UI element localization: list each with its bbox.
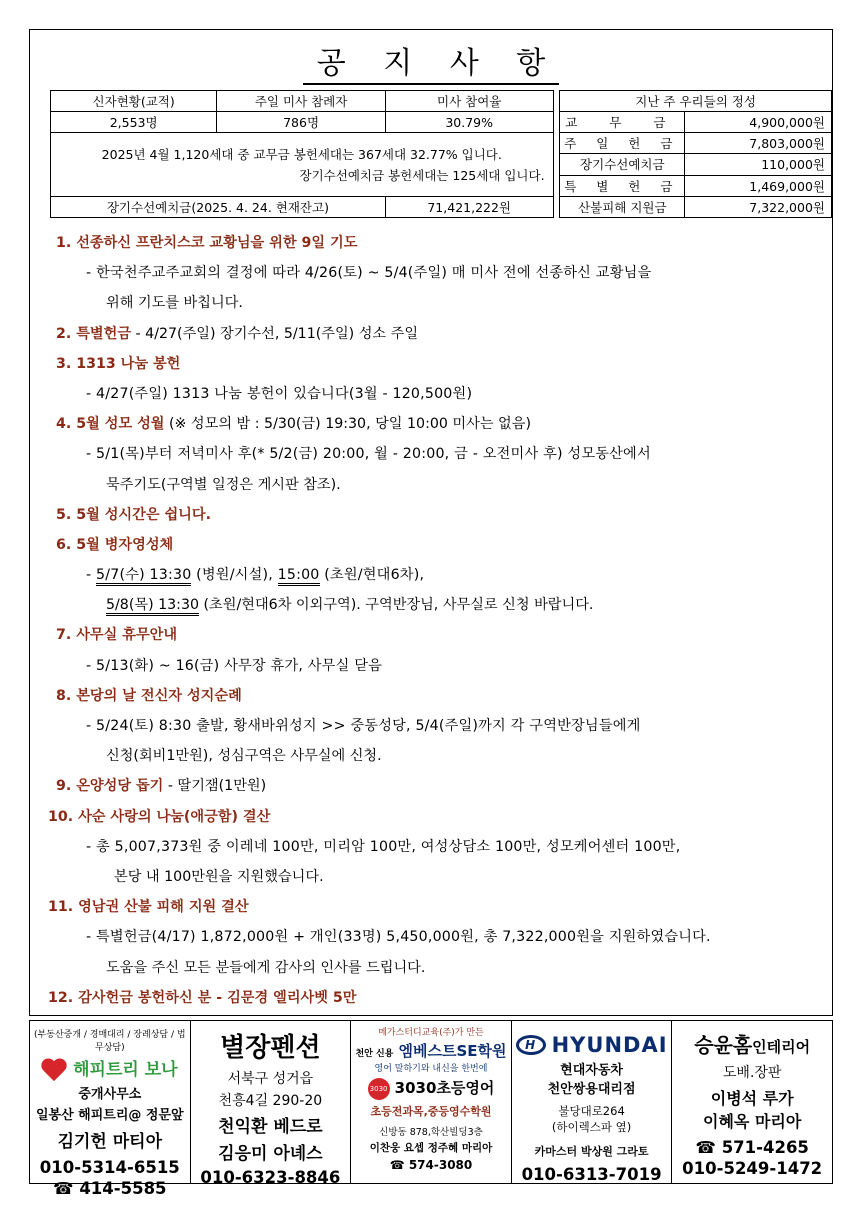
offering-value: 1,469,000원 (685, 175, 832, 196)
ad-address: 천흥4길 290-20 (218, 1093, 323, 1109)
badge-logo-icon: 3030 (368, 1078, 390, 1100)
item-heading: 5. 5월 성시간은 쉽니다. (56, 506, 211, 523)
ad-sub: 초등전과목,중등영수학원 (370, 1104, 492, 1118)
offering-label: 교 무 금 (560, 112, 685, 133)
notice-line-2: 장기수선예치금 봉헌세대는 125세대 입니다. (299, 167, 545, 183)
item-detail: - 특별헌금(4/17) 1,872,000원 + 개인(33명) 5,450,000원, 총 7,322,000원을 지원하였습니다. (86, 929, 711, 946)
ad-tel: ☎ 574-3080 (389, 1157, 473, 1172)
ad-strip (29, 1020, 833, 1198)
ad-hyundai (512, 1021, 673, 1183)
item-heading: 1. 선종하신 프란치스코 교황님을 위한 9일 기도 (56, 235, 358, 251)
ad-tel: ☎ 571-4265 (695, 1138, 809, 1157)
stats-notice (51, 133, 554, 197)
offering-value: 4,900,000원 (685, 112, 832, 133)
item-heading: 12. 감사헌금 봉헌하신 분 - 김문경 엘리사벳 5만 (48, 989, 357, 1006)
stats-members-value: 2,553명 (51, 112, 217, 133)
ad-phone: 010-5249-1472 (682, 1159, 823, 1178)
notice-line-1: 2025년 4월 1,120세대 중 교무금 봉헌세대는 367세대 32.77% 입니다. (101, 146, 502, 162)
ad-name: 승윤홈인테리어 (694, 1033, 811, 1057)
ad-byeoljang (191, 1021, 352, 1187)
item-detail: 위해 기도를 바칩니다. (106, 295, 243, 312)
ad-address: 일봉산 해피트리@ 정문앞 (35, 1107, 184, 1123)
ad-phone: 010-5314-6515 (39, 1157, 180, 1177)
stats-attendance-value: 786명 (217, 112, 386, 133)
ad-happytree (30, 1021, 191, 1198)
stats-header-rate: 미사 참여율 (385, 91, 553, 112)
ad-slogan: 영어 말하기와 내신을 한번에 (374, 1064, 488, 1074)
ad-top: 메가스터디교육(주)가 만든 (378, 1028, 484, 1038)
ad-tel: ☎ 414-5585 (53, 1178, 167, 1198)
stats-rate-value: 30.79% (385, 112, 553, 133)
ad-name: 해피트리 보나 (73, 1060, 178, 1080)
item-detail: 본당 내 100만원을 지원했습니다. (114, 868, 324, 885)
stats-header-attendance: 주일 미사 참례자 (217, 91, 386, 112)
ad-person: 카마스터 박상원 그라토 (534, 1145, 649, 1158)
offering-label: 산불피해 지원금 (560, 197, 685, 218)
notice-frame (29, 29, 833, 1016)
item-detail: - 총 5,007,373원 중 이레네 100만, 미리암 100만, 여성상담소 100만, 성모케어센터 100만, (86, 838, 681, 855)
ad-name: 현대자동차 (560, 1063, 623, 1078)
item-detail: 5/8(목) 13:30 (초원/현대6차 이외구역). 구역반장님, 사무실로 신청 바랍니다. (56, 590, 822, 620)
ad-name-2: 3030초등영어 (394, 1079, 495, 1097)
ad-address: 불당대로264 (558, 1104, 625, 1118)
ad-seungyun (672, 1021, 832, 1183)
ad-address: (하이렉스파 옆) (551, 1120, 632, 1134)
item-detail: 묵주기도(구역별 일정은 게시판 참조). (106, 476, 341, 493)
ad-mbest: 메가스터디교육(주)가 만든 천안 신용 엠베스트SE학원 영어 말하기와 내신을 한번에 3030 3030초등영어 초등전과목,중등영수학원 신방동 878,학산빌딩3층 이찬웅 요셉 정주혜 마리아 ☎ 574-3080 (351, 1021, 512, 1183)
balance-label: 장기수선예치금(2025. 4. 24. 현재잔고) (51, 197, 386, 218)
item-detail: - 5/24(토) 8:30 출발, 황새바위성지 >> 중동성당, 5/4(주일)까지 각 구역반장님들에게 (86, 718, 641, 734)
item-detail: - 한국천주교주교회의 결정에 따라 4/26(토) ~ 5/4(주일) 매 미사 전에 선종하신 교황님을 (86, 265, 652, 282)
page-title: 공 지 사 항 (30, 38, 832, 82)
hyundai-mark-icon: H (516, 1035, 546, 1055)
ad-tagline: (부동산중개 / 경매대리 / 장례상담 / 법무상담) (34, 1030, 186, 1053)
balance-value: 71,421,222원 (385, 197, 553, 218)
ad-person: 이찬웅 요셉 정주혜 마리아 (369, 1141, 493, 1154)
offering-label: 장기수선예치금 (560, 154, 685, 175)
offering-label: 주 일 헌 금 (560, 133, 685, 154)
stats-header-members: 신자현황(교적) (51, 91, 217, 112)
ad-sub: 도배.장판 (722, 1065, 782, 1081)
stats-table (50, 90, 832, 218)
item-heading: 4. 5월 성모 성월 (※ 성모의 밤 : 5/30(금) 19:30, 당일 10:00 미사는 없음) (56, 416, 531, 433)
ad-person: 김응미 아녜스 (218, 1144, 323, 1164)
item-detail: - 5/1(목)부터 저녁미사 후(* 5/2(금) 20:00, 월 - 20:00, 금 - 오전미사 후) 성모동산에서 (86, 446, 651, 463)
ad-person: 천익환 베드로 (218, 1117, 323, 1137)
item-heading: 6. 5월 병자영성체 (56, 536, 174, 553)
ad-person: 이혜옥 마리아 (703, 1112, 802, 1131)
ad-phone: 010-6323-8846 (200, 1168, 341, 1187)
offering-value: 7,322,000원 (685, 197, 832, 218)
item-detail: 도움을 주신 모든 분들에게 감사의 인사를 드립니다. (106, 959, 426, 976)
item-detail: - 5/7(수) 13:30 (병원/시설), 15:00 (초원/현대6차), (56, 560, 822, 590)
offering-label: 특 별 헌 금 (560, 175, 685, 196)
ad-person: 이병석 루가 (710, 1089, 794, 1108)
item-heading: 8. 본당의 날 전신자 성지순례 (56, 687, 242, 704)
ad-name: 별장펜션 (220, 1033, 321, 1063)
item-heading: 11. 영남권 산불 피해 지원 결산 (48, 899, 249, 916)
item-detail: - 5/13(화) ~ 16(금) 사무장 휴가, 사무실 닫음 (86, 657, 383, 674)
hyundai-logo: H HYUNDAI (516, 1033, 668, 1057)
ad-name: 엠베스트SE학원 (398, 1042, 507, 1060)
item-detail: - 4/27(주일) 1313 나눔 봉헌이 있습니다(3월 - 120,500원) (86, 385, 473, 402)
stats-header-offerings: 지난 주 우리들의 정성 (560, 91, 832, 112)
ad-address: 서북구 성거읍 (227, 1071, 314, 1087)
offering-value: 7,803,000원 (685, 133, 832, 154)
item-heading: 2. 특별헌금 - 4/27(주일) 장기수선, 5/11(주일) 성소 주일 (56, 325, 419, 342)
item-heading: 10. 사순 사랑의 나눔(애긍함) 결산 (48, 808, 271, 825)
notice-items (48, 228, 822, 1013)
ad-sub: 중개사무소 (78, 1086, 142, 1102)
offering-value: 110,000원 (685, 154, 832, 175)
heart-logo-icon (42, 1059, 68, 1083)
item-detail: 신청(회비1만원), 성심구역은 사무실에 신청. (106, 748, 382, 765)
ad-branch: 천안쌍용대리점 (547, 1082, 636, 1097)
item-heading: 7. 사무실 휴무안내 (56, 627, 178, 644)
ad-address: 신방동 878,학산빌딩3층 (379, 1126, 483, 1138)
item-heading: 9. 온양성당 돕기 - 딸기잼(1만원) (56, 778, 267, 795)
ad-phone: 010-6313-7019 (521, 1165, 662, 1184)
ad-person: 김기헌 마티아 (57, 1131, 163, 1152)
item-heading: 3. 1313 나눔 봉헌 (56, 355, 181, 372)
